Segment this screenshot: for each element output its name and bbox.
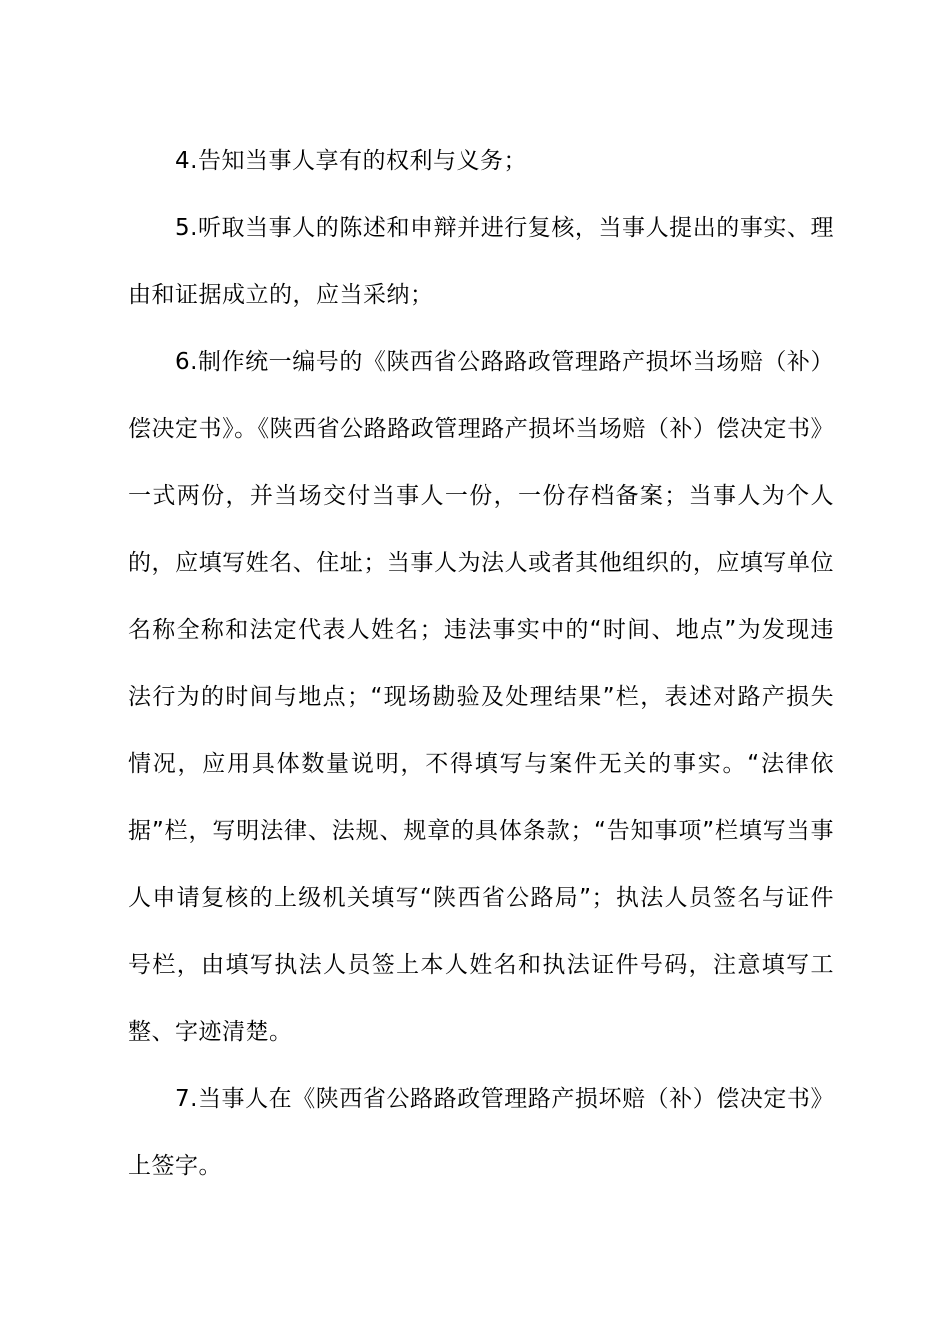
paragraph-item-6: 6.制作统一编号的《陕西省公路路政管理路产损坏当场赔（补）偿决定书》。《陕西省公路路政管理路产损坏当场赔（补）偿决定书》一式两份，并当场交付当事人一份，一份存档备案；当事人为个人的，应填写姓名、住址；当事人为法人或者其他组织的，应填写单位名称全称和法定代表人姓名；违法事实中的“时间、地点”为发现违法行为的时间与地点；“现场勘验及处理结果”栏，表述对路产损失情况，应用具体数量说明，不得填写与案件无关的事实。“法律依据”栏，写明法律、法规、规章的具体条款；“告知事项”栏填写当事人申请复核的上级机关填写“陕西省公路局”；执法人员签名与证件号栏，由填写执法人员签上本人姓名和执法证件号码，注意填写工整、字迹清楚。: [128, 349, 834, 1045]
paragraph-item-4: 4.告知当事人享有的权利与义务；: [175, 148, 527, 174]
paragraph-item-5: 5.听取当事人的陈述和申辩并进行复核，当事人提出的事实、理由和证据成立的，应当采纳；: [128, 215, 834, 308]
document-page: [128, 128, 834, 1200]
paragraph-item-7: 7.当事人在《陕西省公路路政管理路产损坏赔（补）偿决定书》上签字。: [128, 1086, 834, 1179]
